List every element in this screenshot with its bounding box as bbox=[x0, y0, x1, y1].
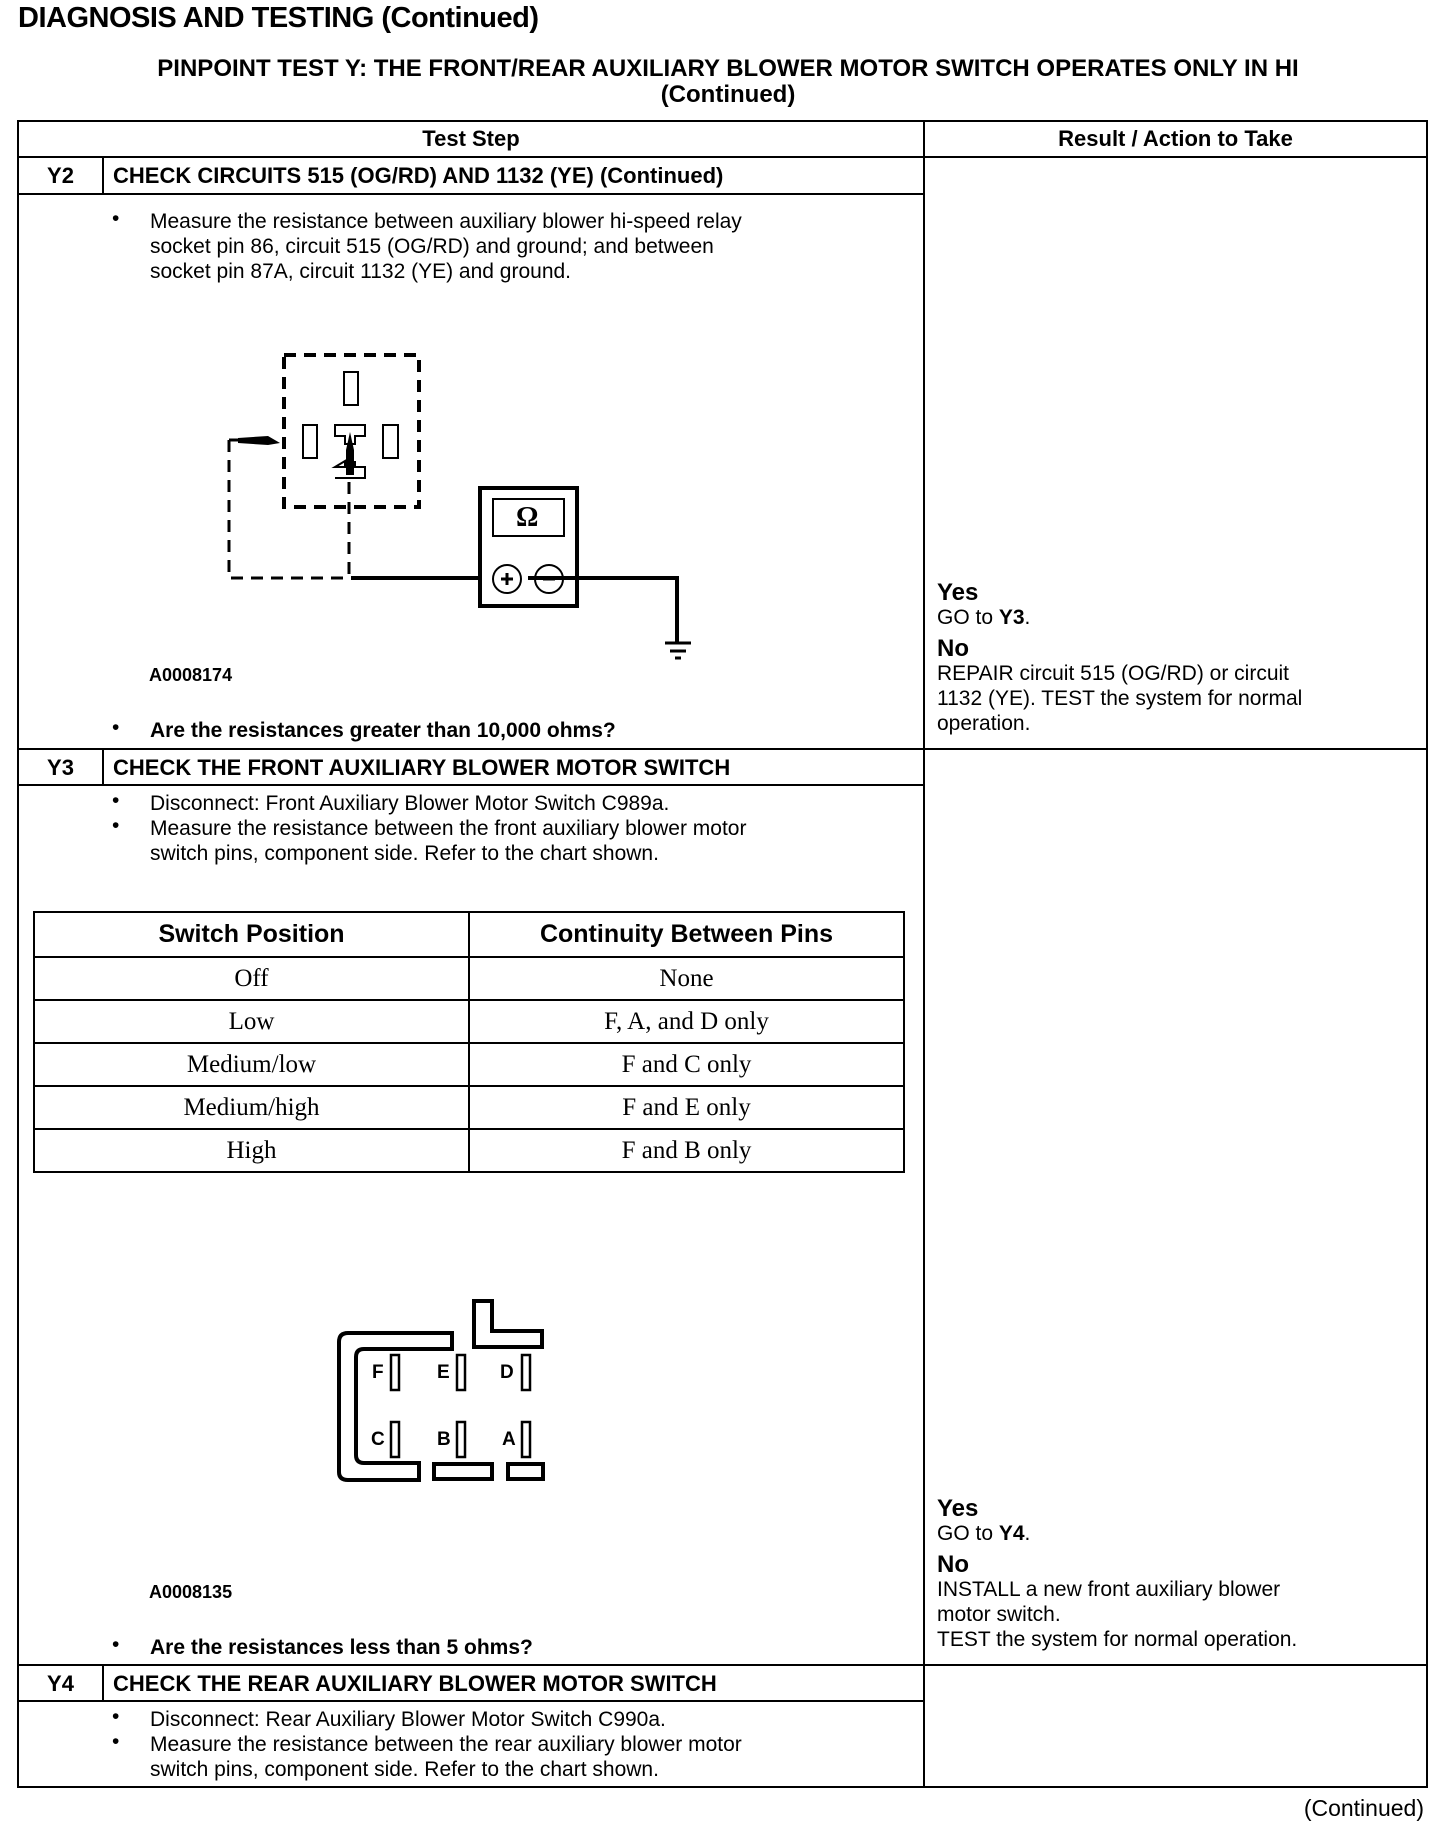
header-test-step: Test Step bbox=[422, 126, 520, 151]
step-instruction: Disconnect: Rear Auxiliary Blower Motor Switch C990a. Measure the resistance between the rear auxiliary blower motor switch pins, component side. Refer to the chart shown. bbox=[150, 1708, 742, 1781]
step-instruction: Measure the resistance between auxiliary blower hi-speed relay socket pin 86, circuit 515 (OG/RD) and ground; and between socket pin 87A, circuit 1132 (YE) and ground. bbox=[150, 210, 742, 283]
table-row: Off None bbox=[34, 957, 904, 1000]
ohm-icon: Ω bbox=[516, 502, 539, 533]
step-heading-y3: CHECK THE FRONT AUXILIARY BLOWER MOTOR SWITCH bbox=[113, 755, 731, 780]
yes-label: Yes bbox=[937, 579, 979, 606]
page-title: DIAGNOSIS AND TESTING (Continued) bbox=[18, 2, 539, 34]
table-row: Medium/low F and C only bbox=[34, 1043, 904, 1086]
bullet: • bbox=[112, 207, 120, 230]
bullet: • bbox=[112, 1730, 120, 1753]
bullet: • bbox=[112, 716, 120, 739]
result-y2: Yes GO to Y3. No REPAIR circuit 515 (OG/RD) or circuit 1132 (YE). TEST the system for normal operation. bbox=[937, 579, 1303, 735]
figure-code: A0008174 bbox=[149, 665, 233, 685]
step-heading-y4: CHECK THE REAR AUXILIARY BLOWER MOTOR SWITCH bbox=[113, 1671, 717, 1696]
continued-footer: (Continued) bbox=[1303, 1795, 1424, 1821]
continuity-chart: Switch Position Continuity Between Pins Off None Low F, A, and D only Medium/low F and C only Medium/high F and E only High F and B only bbox=[33, 911, 905, 1173]
switch-connector-diagram bbox=[339, 1301, 543, 1480]
header-result: Result / Action to Take bbox=[1058, 126, 1293, 151]
no-label: No bbox=[937, 635, 969, 662]
step-id-y2: Y2 bbox=[47, 163, 74, 188]
table-row: Medium/high F and E only bbox=[34, 1086, 904, 1129]
bullet: • bbox=[112, 789, 120, 812]
goto-link[interactable]: Y4 bbox=[998, 1522, 1025, 1545]
relay-socket-resistance-diagram bbox=[229, 355, 691, 658]
step-question: Are the resistances less than 5 ohms? bbox=[150, 1636, 533, 1659]
no-label: No bbox=[937, 1551, 969, 1578]
goto-link[interactable]: Y3 bbox=[998, 606, 1025, 629]
bullet: • bbox=[112, 1633, 120, 1656]
result-y3: Yes GO to Y4. No INSTALL a new front auxiliary blower motor switch. TEST the system for normal operation. bbox=[937, 1495, 1298, 1651]
step-id-y4: Y4 bbox=[47, 1671, 74, 1696]
step-id-y3: Y3 bbox=[47, 755, 74, 780]
table-row: Low F, A, and D only bbox=[34, 1000, 904, 1043]
step-question: Are the resistances greater than 10,000 ohms? bbox=[150, 719, 616, 742]
step-heading-y2: CHECK CIRCUITS 515 (OG/RD) AND 1132 (YE) (Continued) bbox=[113, 163, 724, 188]
bullet: • bbox=[112, 1705, 120, 1728]
pinpoint-title: PINPOINT TEST Y: THE FRONT/REAR AUXILIARY BLOWER MOTOR SWITCH OPERATES ONLY IN HI bbox=[157, 55, 1299, 82]
bullet: • bbox=[112, 814, 120, 837]
step-instruction: Disconnect: Front Auxiliary Blower Motor Switch C989a. Measure the resistance between the front auxiliary blower motor switch pins, component side. Refer to the chart shown. bbox=[150, 792, 747, 865]
figure-code: A0008135 bbox=[149, 1582, 233, 1602]
pinpoint-title-continued: (Continued) bbox=[660, 81, 796, 108]
table-row: High F and B only bbox=[34, 1129, 904, 1172]
yes-label: Yes bbox=[937, 1495, 979, 1522]
